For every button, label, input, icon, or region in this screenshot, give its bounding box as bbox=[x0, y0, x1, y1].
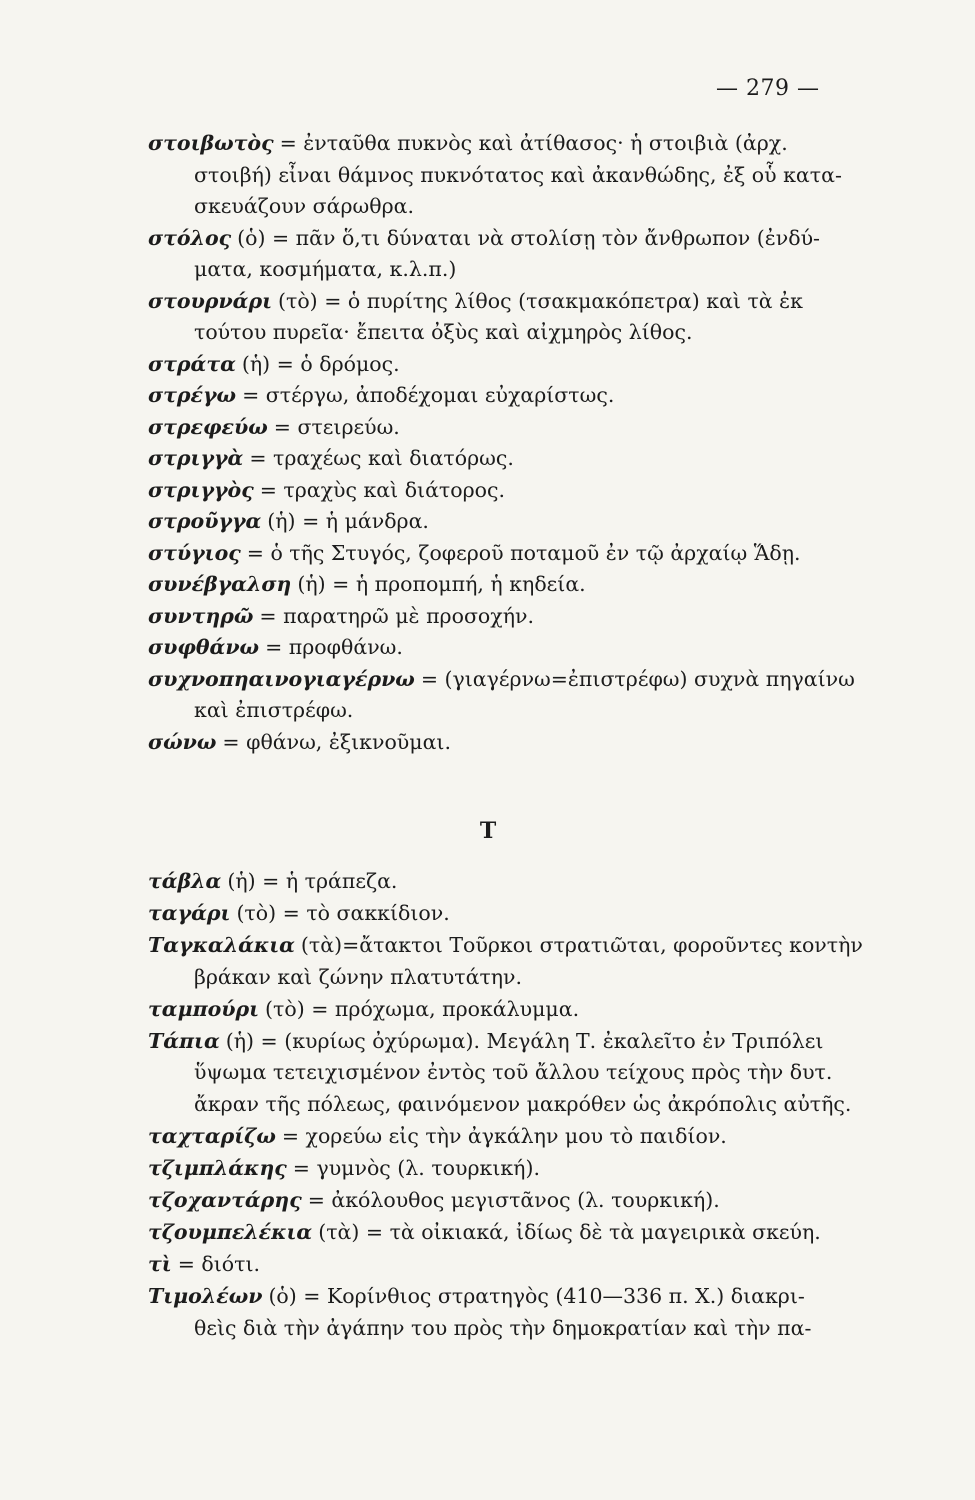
dictionary-entry bbox=[148, 380, 614, 410]
dictionary-entry bbox=[148, 1153, 540, 1183]
definition: = διότι. bbox=[177, 1251, 261, 1276]
entry-continuation-line bbox=[194, 254, 456, 284]
definition: σκευάζουν σάρωθρα. bbox=[194, 194, 414, 218]
page-number: — 279 — bbox=[716, 76, 820, 101]
headword: στύγιος bbox=[148, 540, 241, 565]
headword: συφθάνω bbox=[148, 635, 260, 659]
dictionary-entry bbox=[148, 1281, 805, 1311]
entry-continuation-line bbox=[194, 317, 692, 347]
dictionary-entry bbox=[148, 412, 400, 442]
dictionary-entry bbox=[148, 664, 855, 694]
definition: (τὸ) = ὁ πυρίτης λίθος (τσακμακόπετρα) καὶ τὰ ἐκ bbox=[278, 288, 803, 313]
headword: ταμπούρι bbox=[148, 996, 260, 1021]
definition: = στειρεύω. bbox=[273, 414, 400, 439]
dictionary-entry bbox=[148, 898, 450, 928]
definition: στοιβή) εἶναι θάμνος πυκνότατος καὶ ἀκανθώδης, ἐξ οὗ κατα- bbox=[194, 162, 842, 187]
section-letter: T bbox=[479, 818, 497, 844]
definition: = ἀκόλουθος μεγιστᾶνος (λ. τουρκική). bbox=[307, 1188, 720, 1212]
definition: (ἡ) = ἡ μάνδρα. bbox=[267, 509, 429, 533]
dictionary-entry bbox=[148, 569, 586, 599]
headword: τζιμπλάκης bbox=[148, 1156, 287, 1181]
definition: = προφθάνω. bbox=[265, 635, 403, 659]
headword: τὶ bbox=[148, 1251, 172, 1276]
headword: στρεφεύω bbox=[148, 414, 268, 439]
definition: βράκαν καὶ ζώνην πλατυτάτην. bbox=[194, 964, 523, 989]
definition: = τραχὺς καὶ διάτορος. bbox=[259, 477, 506, 502]
headword: στόλος bbox=[148, 225, 232, 250]
headword: στριγγὸς bbox=[148, 477, 254, 502]
definition: ἄκραν τῆς πόλεως, φαινόμενον μακρόθεν ὡς ἀκρόπολις αὐτῆς. bbox=[194, 1092, 852, 1117]
definition: καὶ ἐπιστρέφω. bbox=[194, 698, 354, 722]
entry-continuation-line bbox=[194, 160, 842, 190]
definition: = παρατηρῶ μὲ προσοχήν. bbox=[259, 603, 534, 628]
dictionary-entry bbox=[148, 538, 801, 568]
headword: Τιμολέων bbox=[148, 1283, 263, 1308]
entry-continuation-line bbox=[194, 1313, 811, 1343]
entry-continuation-line bbox=[194, 962, 522, 992]
definition: = ἐνταῦθα πυκνὸς καὶ ἀτίθασος· ἡ στοιβιὰ (ἀρχ. bbox=[279, 131, 788, 155]
dictionary-entry bbox=[148, 727, 451, 757]
definition: (τὸ) = τὸ σακκίδιον. bbox=[236, 900, 450, 925]
headword: συντηρῶ bbox=[148, 603, 254, 628]
headword: συχνοπηαινογιαγέρνω bbox=[148, 666, 415, 691]
dictionary-entry bbox=[148, 128, 788, 158]
dictionary-entry bbox=[148, 1217, 821, 1247]
definition: = (γιαγέρνω=ἐπιστρέφω) συχνὰ πηγαίνω bbox=[420, 666, 855, 691]
dictionary-entry bbox=[148, 475, 505, 505]
headword: ταχταρίζω bbox=[148, 1124, 276, 1149]
dictionary-entry bbox=[148, 1185, 720, 1215]
dictionary-entry bbox=[148, 506, 429, 536]
definition: (ὁ) = Κορίνθιος στρατηγὸς (410—336 π. Χ.) διακρι- bbox=[268, 1283, 805, 1308]
headword: στρέγω bbox=[148, 383, 237, 407]
definition: (ἡ) = ἡ τράπεζα. bbox=[227, 869, 398, 893]
definition: (ἡ) = ἡ προπομπή, ἡ κηδεία. bbox=[297, 572, 586, 596]
definition: (ἡ) = ὁ δρόμος. bbox=[241, 351, 400, 376]
definition: (τὰ) = τὰ οἰκιακά, ἰδίως δὲ τὰ μαγειρικὰ σκεύη. bbox=[318, 1219, 821, 1244]
entry-continuation-line bbox=[194, 191, 414, 221]
entry-continuation-line bbox=[194, 1089, 851, 1119]
definition: (ὁ) = πᾶν ὅ,τι δύναται νὰ στολίσῃ τὸν ἄνθρωπον (ἐνδύ- bbox=[237, 225, 820, 250]
definition: = τραχέως καὶ διατόρως. bbox=[249, 446, 514, 470]
dictionary-entry bbox=[148, 443, 514, 473]
headword: Τάπια bbox=[148, 1028, 220, 1053]
definition: (ἡ) = (κυρίως ὀχύρωμα). Μεγάλη Τ. ἐκαλεῖτο ἐν Τριπόλει bbox=[225, 1028, 824, 1053]
headword: Ταγκαλάκια bbox=[148, 932, 295, 957]
definition: ὕψωμα τετειχισμένον ἐντὸς τοῦ ἄλλου τείχους πρὸς τὴν δυτ. bbox=[194, 1060, 833, 1085]
dictionary-entry bbox=[148, 930, 863, 960]
definition: τούτου πυρεῖα· ἔπειτα ὀξὺς καὶ αἰχμηρὸς λίθος. bbox=[194, 320, 693, 344]
headword: στροῦγγα bbox=[148, 509, 262, 533]
entry-continuation-line bbox=[194, 1057, 832, 1087]
headword: σώνω bbox=[148, 729, 217, 754]
definition: = ὁ τῆς Στυγός, ζοφεροῦ ποταμοῦ ἐν τῷ ἀρχαίῳ Ἅδῃ. bbox=[246, 540, 801, 565]
headword: τζοχαντάρης bbox=[148, 1188, 302, 1212]
headword: στουρνάρι bbox=[148, 288, 272, 313]
headword: στοιβωτὸς bbox=[148, 131, 274, 155]
definition: = στέργω, ἀποδέχομαι εὐχαρίστως. bbox=[242, 383, 615, 407]
definition: (τὰ)=ἄτακτοι Τοῦρκοι στρατιῶται, φοροῦντες κοντὴν bbox=[300, 932, 863, 957]
definition: = φθάνω, ἐξικνοῦμαι. bbox=[222, 729, 451, 754]
definition: (τὸ) = πρόχωμα, προκάλυμμα. bbox=[265, 996, 580, 1021]
headword: τάβλα bbox=[148, 869, 222, 893]
dictionary-entry bbox=[148, 1121, 727, 1151]
dictionary-entry bbox=[148, 349, 400, 379]
dictionary-entry bbox=[148, 1026, 823, 1056]
dictionary-entry bbox=[148, 632, 403, 662]
dictionary-entry bbox=[148, 223, 820, 253]
dictionary-entry bbox=[148, 286, 803, 316]
entry-continuation-line bbox=[194, 695, 353, 725]
definition: = χορεύω εἰς τὴν ἀγκάλην μου τὸ παιδίον. bbox=[281, 1124, 727, 1149]
dictionary-entry bbox=[148, 866, 397, 896]
headword: στριγγὰ bbox=[148, 446, 244, 470]
definition: = γυμνὸς (λ. τουρκική). bbox=[292, 1156, 540, 1181]
headword: τζουμπελέκια bbox=[148, 1219, 313, 1244]
definition: ματα, κοσμήματα, κ.λ.π.) bbox=[194, 257, 457, 281]
headword: στράτα bbox=[148, 351, 236, 376]
dictionary-entry bbox=[148, 601, 534, 631]
headword: ταγάρι bbox=[148, 900, 231, 925]
dictionary-entry bbox=[148, 994, 579, 1024]
definition: θεὶς διὰ τὴν ἀγάπην του πρὸς τὴν δημοκρατίαν καὶ τὴν πα- bbox=[194, 1315, 812, 1340]
dictionary-entry bbox=[148, 1249, 260, 1279]
headword: συνέβγαλση bbox=[148, 572, 292, 596]
